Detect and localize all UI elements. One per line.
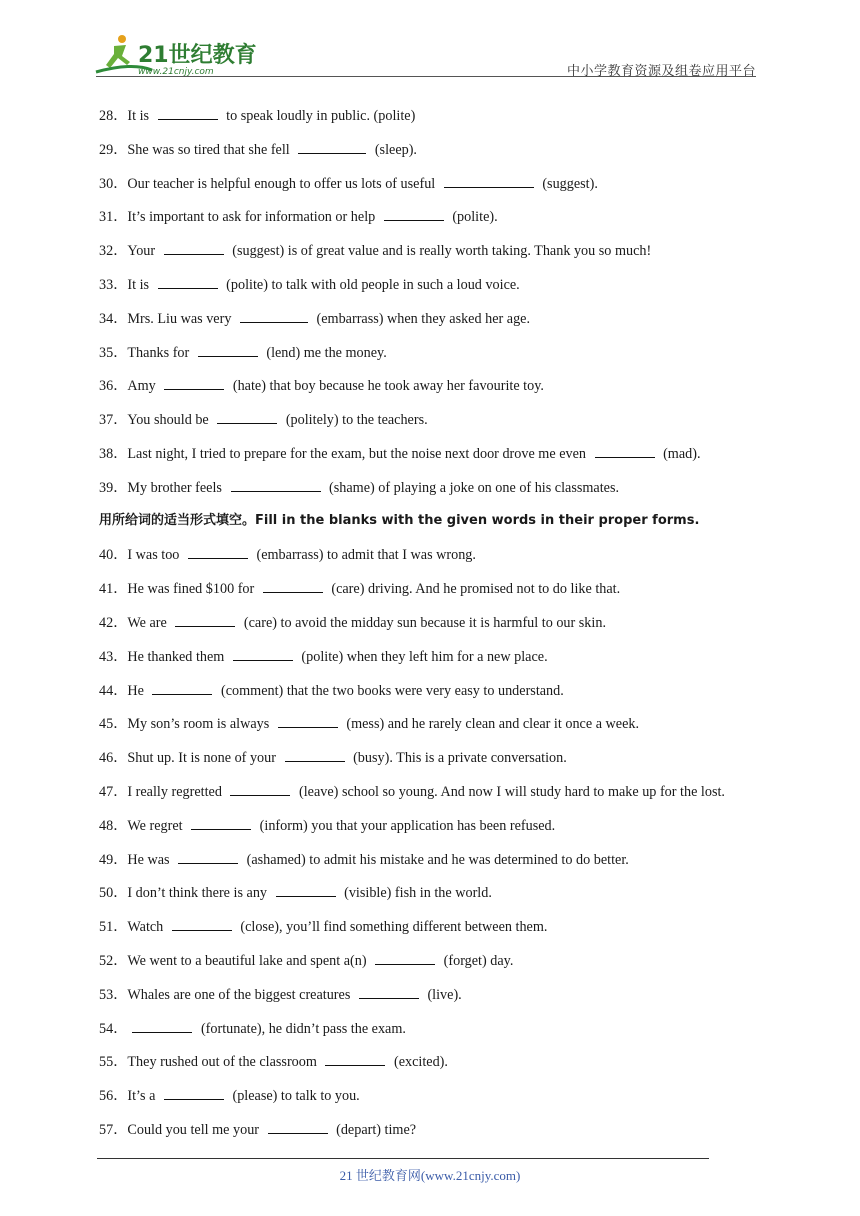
question-text: They rushed out of the classroom bbox=[127, 1054, 321, 1071]
question-item bbox=[99, 578, 779, 612]
answer-blank[interactable] bbox=[278, 713, 338, 728]
question-number: 36． bbox=[99, 378, 128, 395]
question-hint: (suggest). bbox=[538, 175, 598, 192]
question-item bbox=[99, 680, 779, 714]
question-hint: (embarrass) when they asked her age. bbox=[312, 310, 531, 327]
question-hint: (polite) to talk with old people in such a loud voice. bbox=[222, 276, 520, 293]
answer-blank[interactable] bbox=[164, 1085, 224, 1100]
question-number: 55． bbox=[99, 1054, 128, 1071]
answer-blank[interactable] bbox=[325, 1051, 385, 1066]
question-number: 37． bbox=[99, 412, 128, 429]
question-text: It’s a bbox=[127, 1088, 159, 1105]
question-hint: (visible) fish in the world. bbox=[340, 885, 492, 902]
question-text: It is bbox=[127, 108, 153, 124]
question-text: Your bbox=[127, 243, 159, 260]
question-text: Watch bbox=[127, 919, 167, 936]
question-text: Amy bbox=[127, 378, 160, 395]
question-text: We are bbox=[127, 614, 171, 631]
question-hint: (comment) that the two books were very easy to understand. bbox=[217, 682, 564, 699]
question-number: 47． bbox=[99, 783, 128, 800]
question-number: 56． bbox=[99, 1088, 128, 1105]
question-item bbox=[99, 646, 779, 680]
answer-blank[interactable] bbox=[191, 815, 251, 830]
question-hint: (lend) me the money. bbox=[262, 344, 387, 361]
footer-divider bbox=[97, 1158, 709, 1159]
answer-blank[interactable] bbox=[132, 1018, 192, 1033]
question-number: 40． bbox=[99, 547, 128, 564]
question-item bbox=[99, 139, 779, 173]
answer-blank[interactable] bbox=[298, 139, 366, 154]
question-hint: (ashamed) to admit his mistake and he was determined to do better. bbox=[243, 851, 629, 868]
question-number: 39． bbox=[99, 479, 128, 496]
question-item bbox=[99, 105, 779, 139]
question-item bbox=[99, 916, 779, 950]
question-number: 46． bbox=[99, 750, 128, 767]
question-hint: (polite) when they left him for a new place. bbox=[297, 648, 548, 665]
question-item bbox=[99, 206, 779, 240]
question-hint: (leave) school so young. And now I will study hard to make up for the lost. bbox=[295, 783, 725, 800]
svg-text:www.21cnjy.com: www.21cnjy.com bbox=[138, 67, 214, 77]
question-number: 29． bbox=[99, 141, 128, 158]
question-hint: (busy). This is a private conversation. bbox=[349, 750, 567, 767]
question-number: 35． bbox=[99, 344, 128, 361]
question-hint: (mess) and he rarely clean and clear it once a week. bbox=[342, 716, 640, 733]
question-number: 34． bbox=[99, 310, 128, 327]
question-number: 54． bbox=[99, 1020, 128, 1037]
question-item bbox=[99, 815, 779, 849]
question-number: 41． bbox=[99, 581, 128, 598]
question-text: You should be bbox=[127, 412, 213, 429]
question-item bbox=[99, 342, 779, 376]
question-hint: (close), you’ll find something different between them. bbox=[236, 919, 548, 936]
question-item bbox=[99, 375, 779, 409]
question-number: 30． bbox=[99, 175, 128, 192]
answer-blank[interactable] bbox=[172, 916, 232, 931]
question-number: 42． bbox=[99, 614, 128, 631]
question-number: 43． bbox=[99, 648, 128, 665]
question-hint: (inform) you that your application has been refused. bbox=[256, 817, 556, 834]
question-item bbox=[99, 274, 779, 308]
question-item bbox=[99, 409, 779, 443]
answer-blank[interactable] bbox=[268, 1119, 328, 1134]
question-hint: (shame) of playing a joke on one of his classmates. bbox=[325, 479, 620, 496]
question-number: 32． bbox=[99, 243, 128, 260]
question-number: 50． bbox=[99, 885, 128, 902]
footer-source: 21 世纪教育网(www.21cnjy.com) bbox=[339, 1168, 521, 1183]
answer-blank[interactable] bbox=[164, 375, 224, 390]
question-hint: (fortunate), he didn’t pass the exam. bbox=[197, 1020, 406, 1037]
question-number: 51． bbox=[99, 919, 128, 936]
question-item bbox=[99, 308, 779, 342]
question-hint: to speak loudly in public. (polite) bbox=[222, 108, 416, 124]
answer-blank[interactable] bbox=[231, 477, 321, 492]
question-text: It is bbox=[127, 276, 153, 293]
question-item bbox=[99, 713, 779, 747]
answer-blank[interactable] bbox=[217, 409, 277, 424]
question-item bbox=[99, 1085, 779, 1119]
page-header bbox=[0, 0, 860, 82]
answer-blank[interactable] bbox=[263, 578, 323, 593]
question-text: Our teacher is helpful enough to offer us lots of useful bbox=[127, 175, 439, 192]
exercise-list bbox=[99, 105, 779, 1153]
question-text: Thanks for bbox=[127, 344, 193, 361]
question-item bbox=[99, 882, 779, 916]
answer-blank[interactable] bbox=[198, 342, 258, 357]
question-text: I was too bbox=[127, 547, 183, 564]
question-hint: (please) to talk to you. bbox=[228, 1088, 360, 1105]
question-text: Last night, I tried to prepare for the exam, but the noise next door drove me even bbox=[127, 445, 590, 462]
question-item bbox=[99, 544, 779, 578]
question-item bbox=[99, 781, 779, 815]
answer-blank[interactable] bbox=[359, 984, 419, 999]
answer-blank[interactable] bbox=[164, 240, 224, 255]
question-number: 28． bbox=[99, 108, 128, 124]
answer-blank[interactable] bbox=[233, 646, 293, 661]
question-text: I don’t think there is any bbox=[127, 885, 271, 902]
question-item bbox=[99, 950, 779, 984]
question-number: 44． bbox=[99, 682, 128, 699]
section-title: 用所给词的适当形式填空。Fill in the blanks with the given words in their proper forms. bbox=[99, 512, 700, 528]
question-hint: (politely) to the teachers. bbox=[282, 412, 428, 429]
answer-blank[interactable] bbox=[158, 105, 218, 120]
question-hint: (suggest) is of great value and is really worth taking. Thank you so much! bbox=[228, 243, 652, 260]
answer-blank[interactable] bbox=[230, 781, 290, 796]
answer-blank[interactable] bbox=[276, 882, 336, 897]
question-item bbox=[99, 1119, 779, 1153]
question-number: 48． bbox=[99, 817, 128, 834]
question-item bbox=[99, 612, 779, 646]
question-number: 38． bbox=[99, 445, 128, 462]
question-number: 31． bbox=[99, 209, 128, 226]
question-text: She was so tired that she fell bbox=[127, 141, 294, 158]
question-number: 45． bbox=[99, 716, 128, 733]
question-text: Shut up. It is none of your bbox=[127, 750, 280, 767]
answer-blank[interactable] bbox=[384, 206, 444, 221]
question-hint: (depart) time? bbox=[332, 1121, 417, 1138]
question-text: We went to a beautiful lake and spent a(n) bbox=[127, 952, 371, 969]
answer-blank[interactable] bbox=[444, 173, 534, 188]
question-hint: (care) driving. And he promised not to do like that. bbox=[327, 581, 621, 598]
question-number: 57． bbox=[99, 1121, 128, 1138]
logo-21cnjy bbox=[92, 32, 262, 80]
answer-blank[interactable] bbox=[175, 612, 235, 627]
answer-blank[interactable] bbox=[240, 308, 308, 323]
header-divider bbox=[96, 76, 756, 77]
question-number: 33． bbox=[99, 276, 128, 293]
question-item bbox=[99, 240, 779, 274]
question-hint: (forget) day. bbox=[440, 952, 514, 969]
question-text: He was fined $100 for bbox=[127, 581, 258, 598]
question-item bbox=[99, 173, 779, 207]
question-hint: (hate) that boy because he took away her favourite toy. bbox=[229, 378, 544, 395]
question-hint: (mad). bbox=[659, 445, 701, 462]
question-text: Whales are one of the biggest creatures bbox=[127, 986, 354, 1003]
question-hint: (live). bbox=[423, 986, 462, 1003]
question-item bbox=[99, 984, 779, 1018]
question-hint: (sleep). bbox=[371, 141, 417, 158]
question-item bbox=[99, 1051, 779, 1085]
question-hint: (polite). bbox=[448, 209, 498, 226]
answer-blank[interactable] bbox=[158, 274, 218, 289]
question-text: My brother feels bbox=[127, 479, 226, 496]
question-text: He bbox=[127, 682, 148, 699]
question-item bbox=[99, 747, 779, 781]
question-number: 49． bbox=[99, 851, 128, 868]
question-item bbox=[99, 477, 779, 511]
question-text: We regret bbox=[127, 817, 187, 834]
question-item bbox=[99, 443, 779, 477]
answer-blank[interactable] bbox=[178, 849, 238, 864]
answer-blank[interactable] bbox=[375, 950, 435, 965]
answer-blank[interactable] bbox=[595, 443, 655, 458]
question-item bbox=[99, 1018, 779, 1052]
question-item bbox=[99, 849, 779, 883]
question-number: 52． bbox=[99, 952, 128, 969]
answer-blank[interactable] bbox=[285, 747, 345, 762]
svg-text:21世纪教育: 21世纪教育 bbox=[138, 43, 257, 68]
question-text: It’s important to ask for information or help bbox=[127, 209, 379, 226]
question-hint: (embarrass) to admit that I was wrong. bbox=[252, 547, 476, 564]
question-hint: (care) to avoid the midday sun because it is harmful to our skin. bbox=[240, 614, 606, 631]
question-text: He was bbox=[127, 851, 174, 868]
answer-blank[interactable] bbox=[188, 544, 248, 559]
question-text: He thanked them bbox=[127, 648, 228, 665]
question-text: My son’s room is always bbox=[127, 716, 273, 733]
answer-blank[interactable] bbox=[152, 680, 212, 695]
question-text: I really regretted bbox=[127, 783, 226, 800]
platform-name: 中小学教育资源及组卷应用平台 bbox=[566, 64, 756, 79]
question-text: Could you tell me your bbox=[127, 1121, 263, 1138]
question-hint: (excited). bbox=[390, 1054, 448, 1071]
question-number: 53． bbox=[99, 986, 128, 1003]
question-text: Mrs. Liu was very bbox=[127, 310, 235, 327]
